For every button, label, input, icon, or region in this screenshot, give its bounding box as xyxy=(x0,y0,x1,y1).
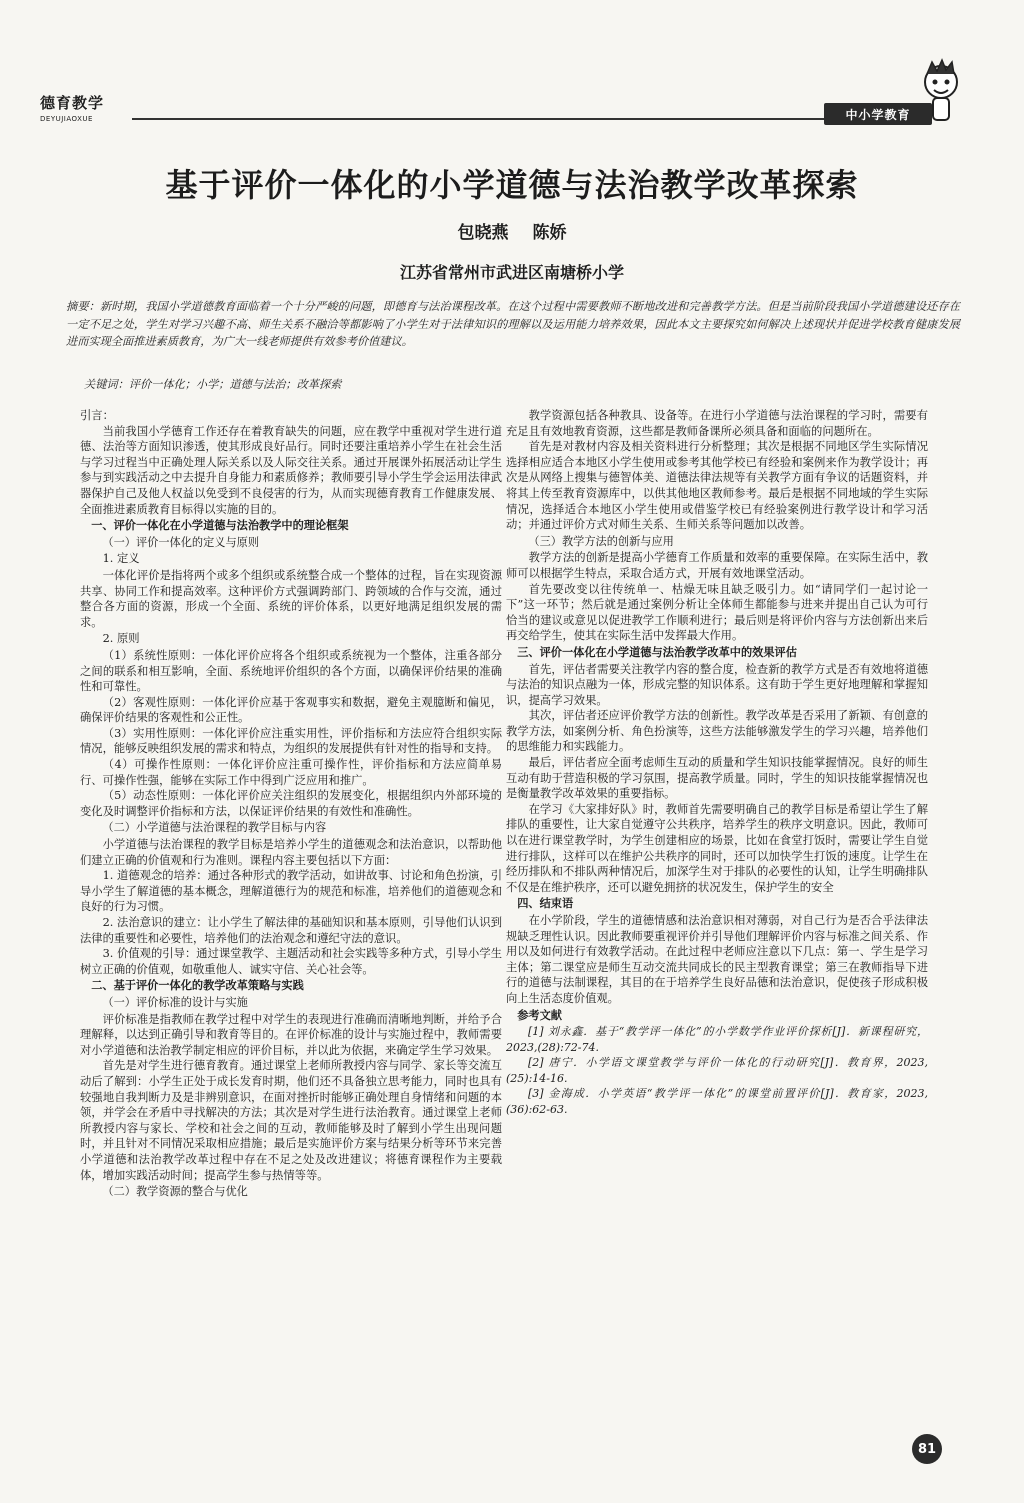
body-paragraph: 教学方法的创新是提高小学德育工作质量和效率的重要保障。在实际生活中，教师可以根据学生特点，采取合适方式，开展有效地课堂活动。 xyxy=(506,551,928,580)
goal-item: 1. 道德观念的培养：通过各种形式的教学活动，如讲故事、讨论和角色扮演，引导小学生了解道德的基本概念，理解道德行为的规范和标准，培养他们的道德观念和良好的行为习惯。 xyxy=(80,869,502,914)
principle-paragraph: （3）实用性原则：一体化评价应注重实用性，评价指标和方法应符合组织实际情况，能够反映组织发展的需求和特点，为组织的发展提供有针对性的指导和支持。 xyxy=(80,726,502,756)
subsection-heading-1-1: （一）评价一体化的定义与原则 xyxy=(102,535,260,549)
article-affiliation: 江苏省常州市武进区南塘桥小学 xyxy=(399,263,624,282)
goal-item: 3. 价值观的引导：通过课堂教学、主题活动和社会实践等多种方式，引导小学生树立正确的价值观，如敬重他人、诚实守信、关心社会等。 xyxy=(80,947,502,976)
left-column xyxy=(80,408,502,1498)
section-heading-3: 三、评价一体化在小学道德与法治教学改革中的效果评估 xyxy=(517,645,797,659)
reference-item: [3] 金海成．小学英语“教学评一体化”的课堂前置评价[J]．教育家，2023,(36):62-63. xyxy=(506,1087,928,1116)
section-heading-2: 二、基于评价一体化的教学改革策略与实践 xyxy=(91,979,304,993)
body-paragraph: 在学习《大家排好队》时，教师首先需要明确自己的教学目标是希望让学生了解排队的重要性，让大家自觉遵守公共秩序，培养学生的秩序文明意识。因此，教师可以在进行课堂教学时，为学生创建相应的场景，比如在食堂打饭时，需要让学生自觉进行排队，这样可以在维护公共秩序的同时，还可以加快学生打饭的速度。让学生在经历排队和不排队两种情况后，加深学生对于排队的必要性的认知，让学生明确排队不仅是在维护秩序，还可以避免拥挤的状况发生，保护学生的安全 xyxy=(506,802,928,894)
principle-paragraph: （5）动态性原则：一体化评价应关注组织的发展变化，根据组织内外部环境的变化及时调整评价指标和方法，以保证评价结果的有效性和准确性。 xyxy=(80,789,502,818)
subsection-heading-2-2: （二）教学资源的整合与优化 xyxy=(102,1185,248,1199)
header-rule xyxy=(132,118,847,120)
article-authors: 包晓燕 陈娇 xyxy=(457,223,567,243)
section-header xyxy=(40,92,104,123)
sub-heading-definition: 1. 定义 xyxy=(102,552,140,566)
abstract: 摘要：新时期，我国小学道德教育面临着一个十分严峻的问题，即德育与法治课程改革。在这个过程中需要教师不断地改进和完善教学方法。但是当前阶段我国小学道德建设还存在一定不足之处，学生对学习兴趣不高、师生关系不融洽等都影响了小学生对于法律知识的理解以及运用能力培养效果，因此本文主要探究如何解决上述现状并促进学校教育健康发展进而实现全面推进素质教育，为广大一线老师提供有效参考价值建议。 xyxy=(66,300,960,348)
reference-item: [2] 唐宁．小学语文课堂教学与评价一体化的行动研究[J]．教育界，2023,(25):14-16. xyxy=(506,1056,928,1085)
intro-paragraph: 当前我国小学德育工作还存在着教育缺失的问题，应在教学中重视对学生进行道德、法治等方面知识渗透，使其形成良好品行。同时还要注重培养小学生在社会生活与学习过程当中正确处理人际关系以及人际交往关系。通过开展课外拓展活动让学生参与到实践活动之中去提升自身能力和素质修养；教师要引导小学生学会运用法律武器保护自己及他人权益以免受到不良侵害的行为，从而实现德育教育工作健康发展、全面推进素质教育目标得以实施的目的。 xyxy=(80,424,502,516)
subsection-heading-1-2: （二）小学道德与法治课程的教学目标与内容 xyxy=(102,821,327,835)
body-paragraph: 首先要改变以往传统单一、枯燥无味且缺乏吸引力。如“请同学们一起讨论一下”这一环节；然后就是通过案例分析让全体师生都能参与进来并提出自己认为可行恰当的建议或意见以促进教学工作顺利进行；最后则是将评价内容与方法创新出来后再交给学生，使其在实际生活中发挥最大作用。 xyxy=(506,582,928,643)
goal-item: 2. 法治意识的建立：让小学生了解法律的基础知识和基本原则，引导他们认识到法律的重要性和必要性，培养他们的法治观念和遵纪守法的意识。 xyxy=(80,916,502,945)
subsection-heading-2-3: （三）教学方法的创新与应用 xyxy=(528,534,674,548)
intro-heading: 引言： xyxy=(80,409,114,422)
section-heading-1: 一、评价一体化在小学道德与法治教学中的理论框架 xyxy=(91,519,349,533)
right-column xyxy=(506,408,928,1308)
body-paragraph: 首先，评估者需要关注教学内容的整合度，检查新的教学方式是否有效地将道德与法治的知识点融为一体，形成完整的知识体系。这有助于学生更好地理解和掌握知识，提高学习效果。 xyxy=(506,662,928,707)
article-title: 基于评价一体化的小学道德与法治教学改革探索 xyxy=(165,166,859,204)
conclusion-paragraph: 在小学阶段，学生的道德情感和法治意识相对薄弱，对自己行为是否合乎法律法规缺乏理性认识。因此教师要重视评价并引导他们理解评价内容与标准之间关系、作用以及如何进行有效教学活动。在此过程中老师应注意以下几点：第一、学生是学习主体；第二课堂应是师生互动交流共同成长的民主型教育课堂；第三在教师指导下进行的道德与法制课程，其目的在于培养学生良好品德和法治意识，促使孩子形成积极向上生活态度价值观。 xyxy=(506,914,928,1005)
references-heading: 参考文献 xyxy=(517,1008,562,1022)
body-paragraph: 最后，评估者应全面考虑师生互动的质量和学生知识技能掌握情况。良好的师生互动有助于营造积极的学习氛围，提高教学质量。同时，学生的知识技能掌握情况也是衡量教学改革效果的重要指标。 xyxy=(506,756,928,801)
principle-paragraph: （4）可操作性原则：一体化评价应注重可操作性，评价指标和方法应简单易行、可操作性强，能够在实际工作中得到广泛应用和推广。 xyxy=(80,758,502,787)
section-title-cn: 德育教学 xyxy=(40,94,105,112)
body-paragraph: 首先是对教材内容及相关资料进行分析整理；其次是根据不同地区学生实际情况选择相应适合本地区小学生使用或参考其他学校已有经验和案例来作为教学设计；再次是从网络上搜集与德智体美、道德法律法规等有关教学方面有争议的话题资料，并将其上传至教育资源库中，以供其他地区教师参考。最后是根据不同地域的学生实际情况，选择适合本地区小学生使用或借鉴学校已有经验案例进行教学设计和学习活动；并通过评价方式对师生关系、生师关系等问题加以改善。 xyxy=(506,440,928,532)
body-paragraph: 评价标准是指教师在教学过程中对学生的表现进行准确而清晰地判断，并给予合理解释，以达到正确引导和教育等目的。在评价标准的设计与实施过程中，教师需要对小学道德和法治教学制定相应的评价目标，并以此为依据，来确定学生学习效果。 xyxy=(80,1012,502,1057)
body-paragraph: 教学资源包括各种教具、设备等。在进行小学道德与法治课程的学习时，需要有充足且有效地教育资源，这些都是教师备课所必须具备和面临的问题所在。 xyxy=(506,409,928,438)
definition-paragraph: 一体化评价是指将两个或多个组织或系统整合成一个整体的过程，旨在实现资源共享、协同工作和提高效率。这种评价方式强调跨部门、跨领域的合作与交流，通过整合各方面的资源，形成一个全面、系统的评价体系，以更好地满足组织发展的需求。 xyxy=(80,568,502,629)
magazine-badge: 中小学教育 xyxy=(824,103,932,125)
keywords: 关键词：评价一体化；小学；道德与法治；改革探索 xyxy=(84,378,342,391)
reference-item: [1] 刘永鑫．基于“教学评一体化”的小学数学作业评价探析[J]．新课程研究，2023,(28):72-74. xyxy=(506,1025,928,1054)
body-paragraph: 其次，评估者还应评价教学方法的创新性。教学改革是否采用了新颖、有创意的教学方法，如案例分析、角色扮演等，这些方法能够激发学生的学习兴趣，培养他们的思维能力和实践能力。 xyxy=(506,709,928,754)
subsection-heading-2-1: （一）评价标准的设计与实施 xyxy=(102,995,248,1009)
section-title-en: DEYUJIAOXUE xyxy=(40,115,93,123)
goal-paragraph: 小学道德与法治课程的教学目标是培养小学生的道德观念和法治意识，以帮助他们建立正确的价值观和行为准则。课程内容主要包括以下方面： xyxy=(80,838,502,867)
principle-paragraph: （1）系统性原则：一体化评价应将各个组织或系统视为一个整体，注重各部分之间的联系和相互影响，全面、系统地评价组织的各个方面，以确保评价结果的准确性和可靠性。 xyxy=(80,648,502,694)
principle-paragraph: （2）客观性原则：一体化评价应基于客观事实和数据，避免主观臆断和偏见，确保评价结果的客观性和公正性。 xyxy=(80,695,502,725)
mascot-icon xyxy=(918,58,964,128)
sub-heading-principles: 2. 原则 xyxy=(102,632,140,646)
page-number: 81 xyxy=(912,1434,942,1464)
section-heading-4: 四、结束语 xyxy=(517,897,574,911)
body-paragraph: 首先是对学生进行德育教育。通过课堂上老师所教授内容与同学、家长等交流互动后了解到：小学生正处于成长发育时期，他们还不具备独立思考能力，同时也具有较强地自我判断力及是非辨别意识，在面对挫折时能够正确处理自身情绪和问题的本领，并学会在矛盾中寻找解决的方法；其次是对学生进行法治教育。通过课堂上老师所教授内容与家长、学校和社会之间的互动，教师能够及时了解到小学生出现问题时，并且针对不同情况采取相应措施；最后是实施评价方案与结果分析等环节来完善小学道德和法治教学改革过程中存在不足之处及改进建议；将德育课程作为主要载体，增加实践活动时间；提高学生参与热情等等。 xyxy=(80,1059,502,1182)
